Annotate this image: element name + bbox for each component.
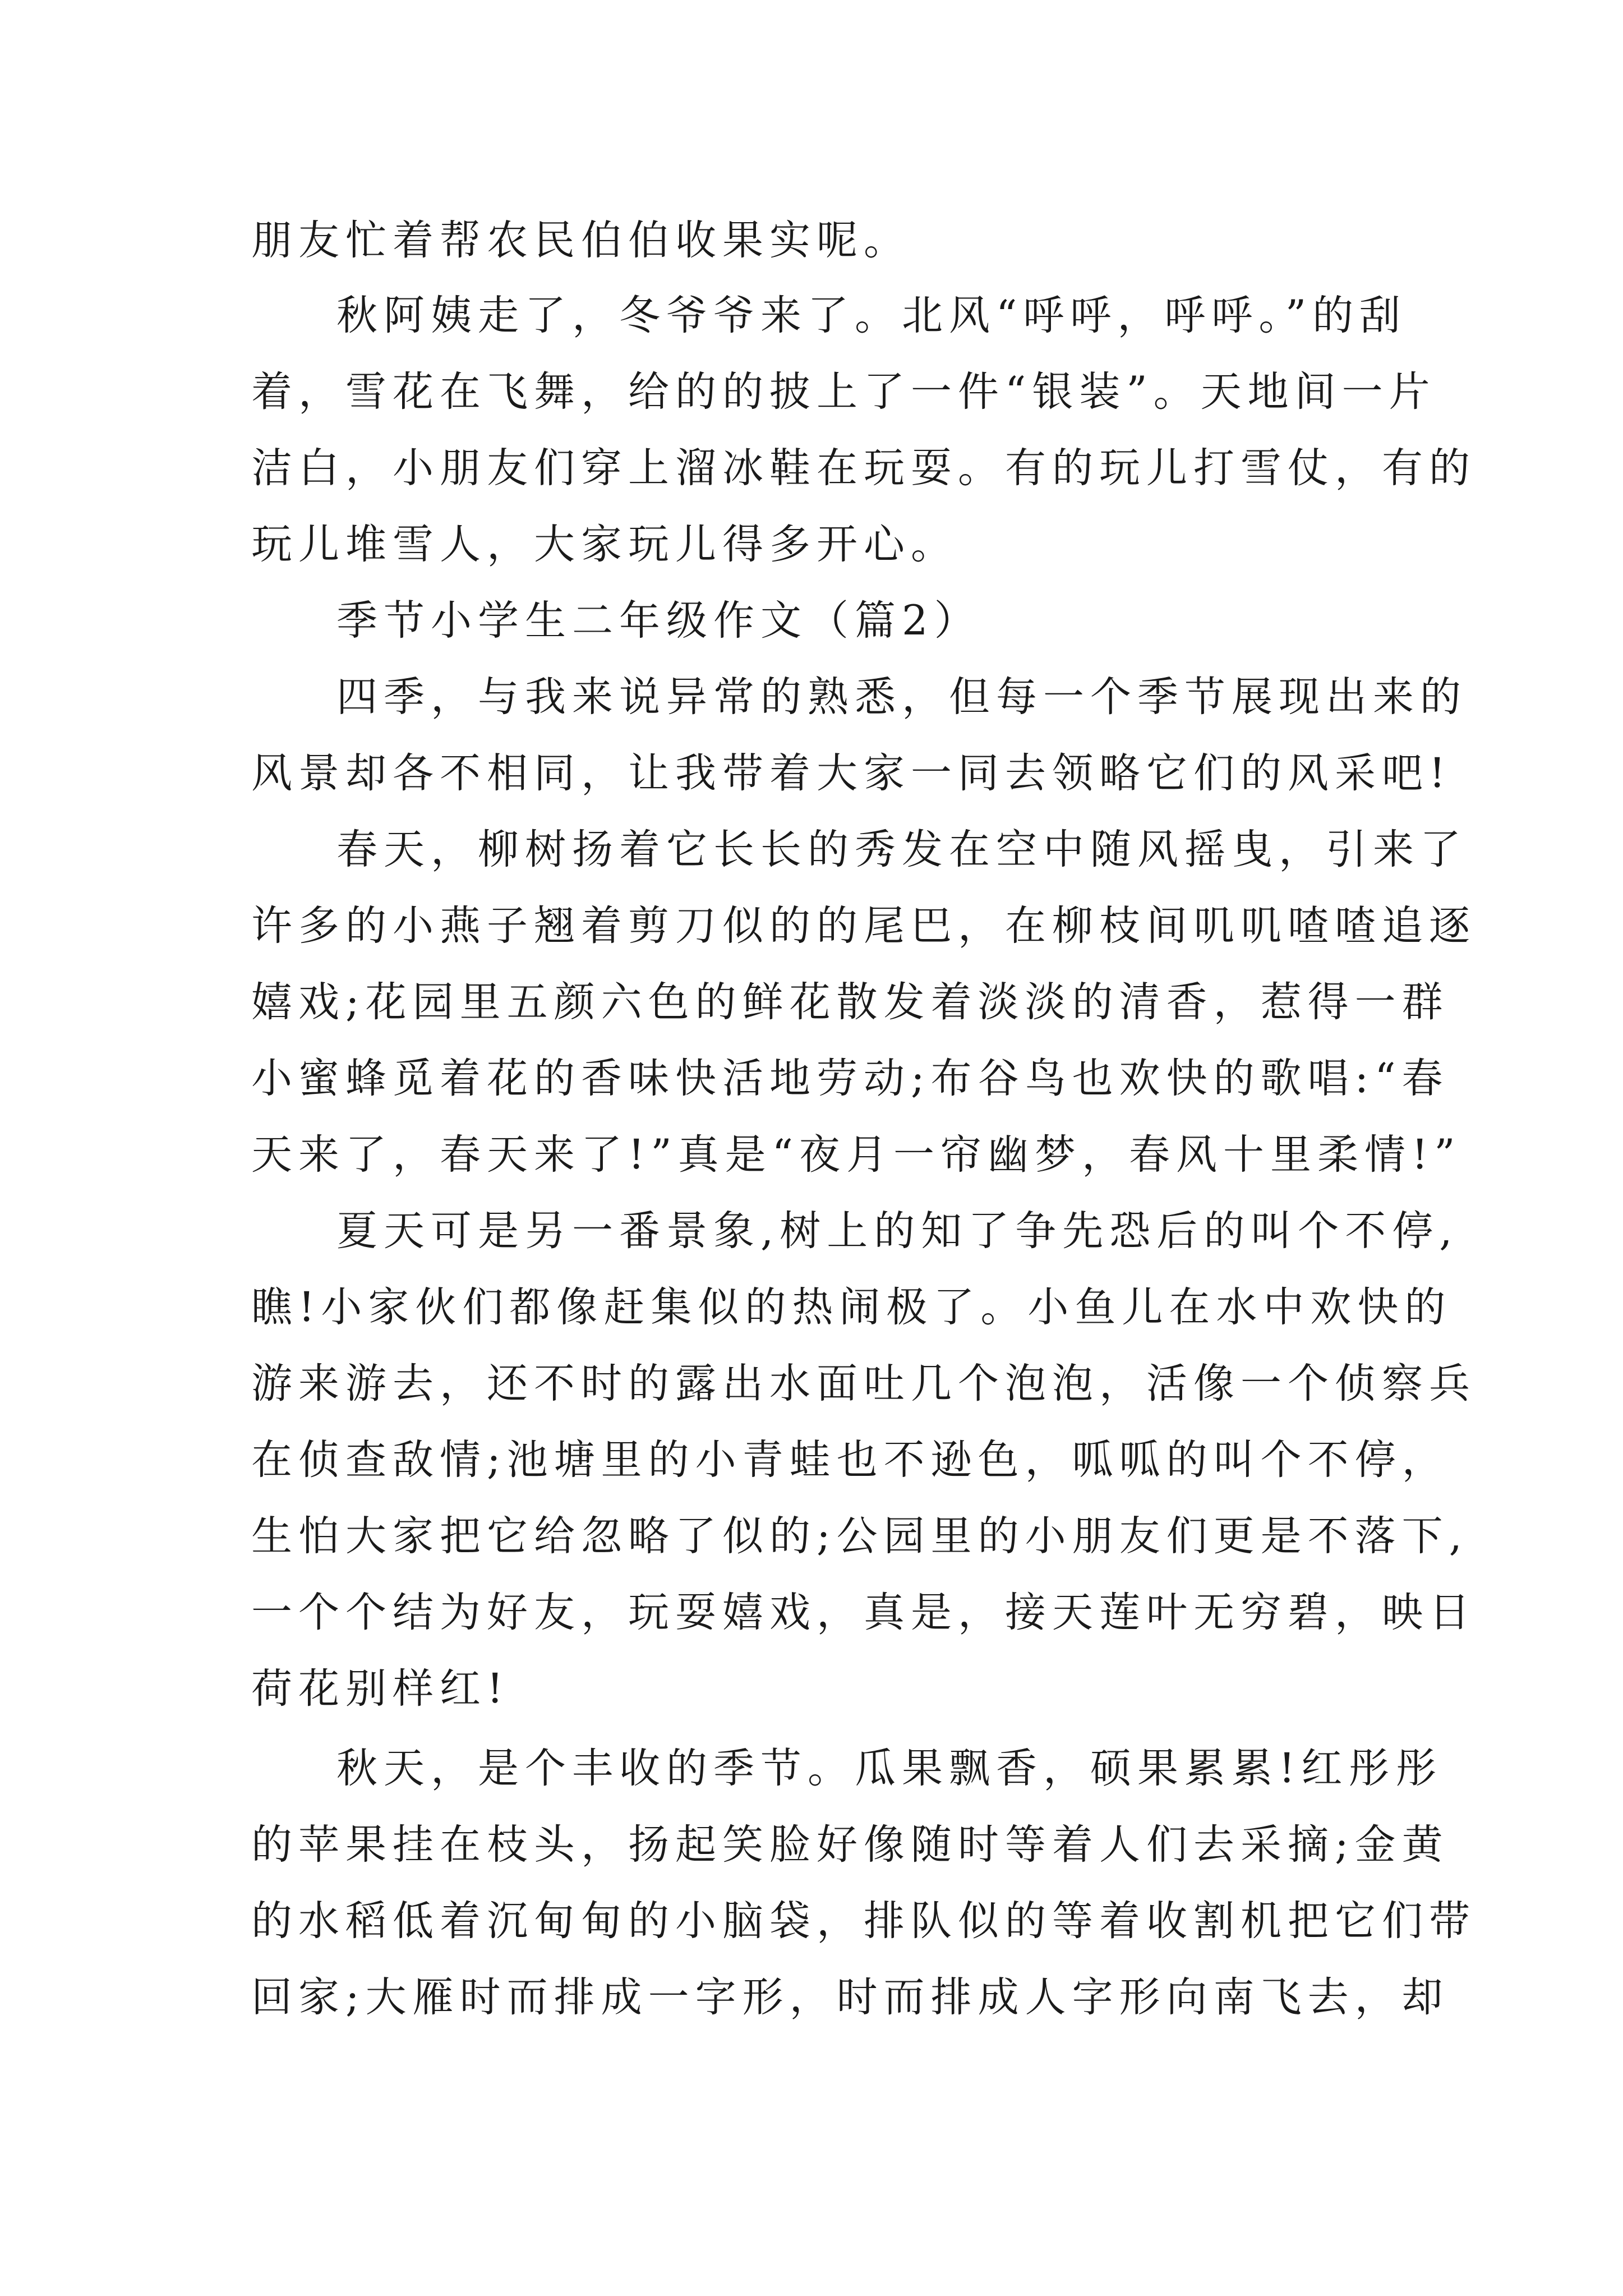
text-line: 瞧!小家伙们都像赶集似的热闹极了。小鱼儿在水中欢快的 — [251, 1283, 1452, 1331]
text-line: 玩儿堆雪人，大家玩儿得多开心。 — [251, 521, 958, 568]
text-line: 朋友忙着帮农民伯伯收果实呢。 — [251, 217, 911, 264]
text-line: 嬉戏;花园里五颜六色的鲜花散发着淡淡的清香，惹得一群 — [251, 978, 1449, 1026]
text-line: 许多的小燕子翘着剪刀似的的尾巴，在柳枝间叽叽喳喳追逐 — [251, 902, 1476, 950]
paragraph-first-line: 四季，与我来说异常的熟悉，但每一个季节展现出来的 — [336, 673, 1467, 721]
text-line: 的苹果挂在枝头，扬起笑脸好像随时等着人们去采摘;金黄 — [251, 1821, 1449, 1869]
text-line: 天来了，春天来了!”真是“夜月一帘幽梦，春风十里柔情!” — [251, 1131, 1461, 1179]
text-line: 风景却各不相同，让我带着大家一同去领略它们的风采吧! — [251, 749, 1452, 797]
text-line: 的水稻低着沉甸甸的小脑袋，排队似的等着收割机把它们带 — [251, 1897, 1476, 1945]
paragraph-first-line: 春天，柳树扬着它长长的秀发在空中随风摇曳，引来了 — [336, 826, 1467, 873]
paragraph-first-line: 秋天，是个丰收的季节。瓜果飘香，硕果累累!红彤彤 — [336, 1745, 1443, 1792]
text-line: 游来游去，还不时的露出水面吐几个泡泡，活像一个侦察兵 — [251, 1360, 1476, 1407]
text-line: 一个个结为好友，玩耍嬉戏，真是，接天莲叶无穷碧，映日 — [251, 1589, 1476, 1636]
paragraph-first-line: 夏天可是另一番景象,树上的知了争先恐后的叫个不停, — [336, 1207, 1459, 1255]
section-heading: 季节小学生二年级作文（篇2） — [336, 597, 981, 645]
text-line: 着，雪花在飞舞，给的的披上了一件“银装”。天地间一片 — [251, 368, 1436, 416]
text-line: 回家;大雁时而排成一字形，时而排成人字形向南飞去，却 — [251, 1973, 1449, 2021]
text-line: 小蜜蜂觅着花的香味快活地劳动;布谷鸟也欢快的歌唱:“春 — [251, 1055, 1449, 1102]
text-line: 荷花别样红! — [251, 1665, 510, 1713]
paragraph-first-line: 秋阿姨走了，冬爷爷来了。北风“呼呼，呼呼。”的刮 — [336, 292, 1407, 339]
text-line: 在侦查敌情;池塘里的小青蛙也不逊色，呱呱的叫个不停， — [251, 1436, 1449, 1484]
text-line: 洁白，小朋友们穿上溜冰鞋在玩耍。有的玩儿打雪仗，有的 — [251, 444, 1476, 492]
text-line: 生怕大家把它给忽略了似的;公园里的小朋友们更是不落下, — [251, 1512, 1468, 1560]
